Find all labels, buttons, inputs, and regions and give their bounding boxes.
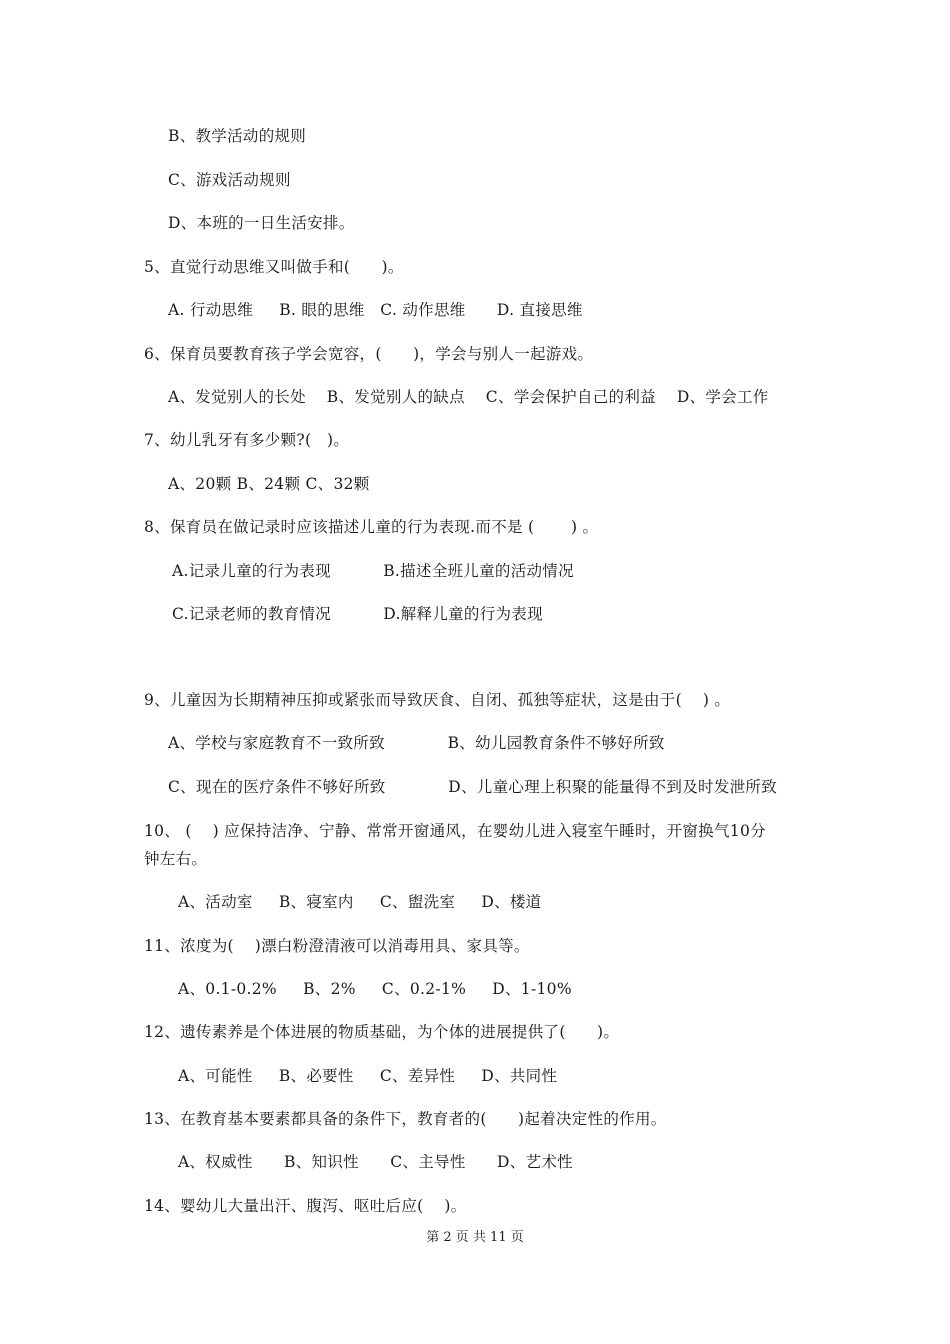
question-6: 6、保育员要教育孩子学会宽容，( )，学会与别人一起游戏。: [144, 345, 594, 363]
option-line: B、教学活动的规则: [168, 127, 307, 145]
option-line: A、活动室 B、寝室内 C、盥洗室 D、楼道: [178, 893, 542, 911]
option-line: A、权威性 B、知识性 C、主导性 D、艺术性: [178, 1153, 573, 1171]
question-10-continued: 钟左右。: [144, 850, 208, 868]
option-line: A、20颗 B、24颗 C、32颗: [168, 475, 370, 493]
option-line: A、学校与家庭教育不一致所致 B、幼儿园教育条件不够好所致: [168, 734, 665, 752]
option-line: D、本班的一日生活安排。: [168, 214, 355, 232]
question-13: 13、在教育基本要素都具备的条件下，教育者的( )起着决定性的作用。: [144, 1110, 667, 1128]
option-line: A、可能性 B、必要性 C、差异性 D、共同性: [178, 1067, 558, 1085]
question-9: 9、儿童因为长期精神压抑或紧张而导致厌食、自闭、孤独等症状，这是由于( ) 。: [144, 691, 731, 709]
option-line: C.记录老师的教育情况 D.解释儿童的行为表现: [172, 605, 543, 623]
option-line: C、现在的医疗条件不够好所致 D、儿童心理上积聚的能量得不到及时发泄所致: [168, 778, 778, 796]
question-10: 10、 ( ) 应保持洁净、宁静、常常开窗通风，在婴幼儿进入寝室午睡时，开窗换气10分: [144, 822, 766, 840]
page-number-footer: 第 2 页 共 11 页: [426, 1230, 524, 1245]
option-line: A、发觉别人的长处 B、发觉别人的缺点 C、学会保护自己的利益 D、学会工作: [168, 388, 769, 406]
question-5: 5、直觉行动思维又叫做手和( )。: [144, 258, 404, 276]
question-8: 8、保育员在做记录时应该描述儿童的行为表现.而不是 ( ) 。: [144, 518, 599, 536]
question-7: 7、幼儿乳牙有多少颗?( )。: [144, 431, 350, 449]
option-line: C、游戏活动规则: [168, 171, 291, 189]
question-12: 12、遗传素养是个体进展的物质基础，为个体的进展提供了( )。: [144, 1023, 620, 1041]
question-11: 11、浓度为( )漂白粉澄清液可以消毒用具、家具等。: [144, 937, 530, 955]
question-14: 14、婴幼儿大量出汗、腹泻、呕吐后应( )。: [144, 1197, 467, 1215]
option-line: A. 行动思维 B. 眼的思维 C. 动作思维 D. 直接思维: [168, 301, 583, 319]
option-line: A.记录儿童的行为表现 B.描述全班儿童的活动情况: [172, 562, 574, 580]
option-line: A、0.1-0.2% B、2% C、0.2-1% D、1-10%: [178, 980, 572, 998]
